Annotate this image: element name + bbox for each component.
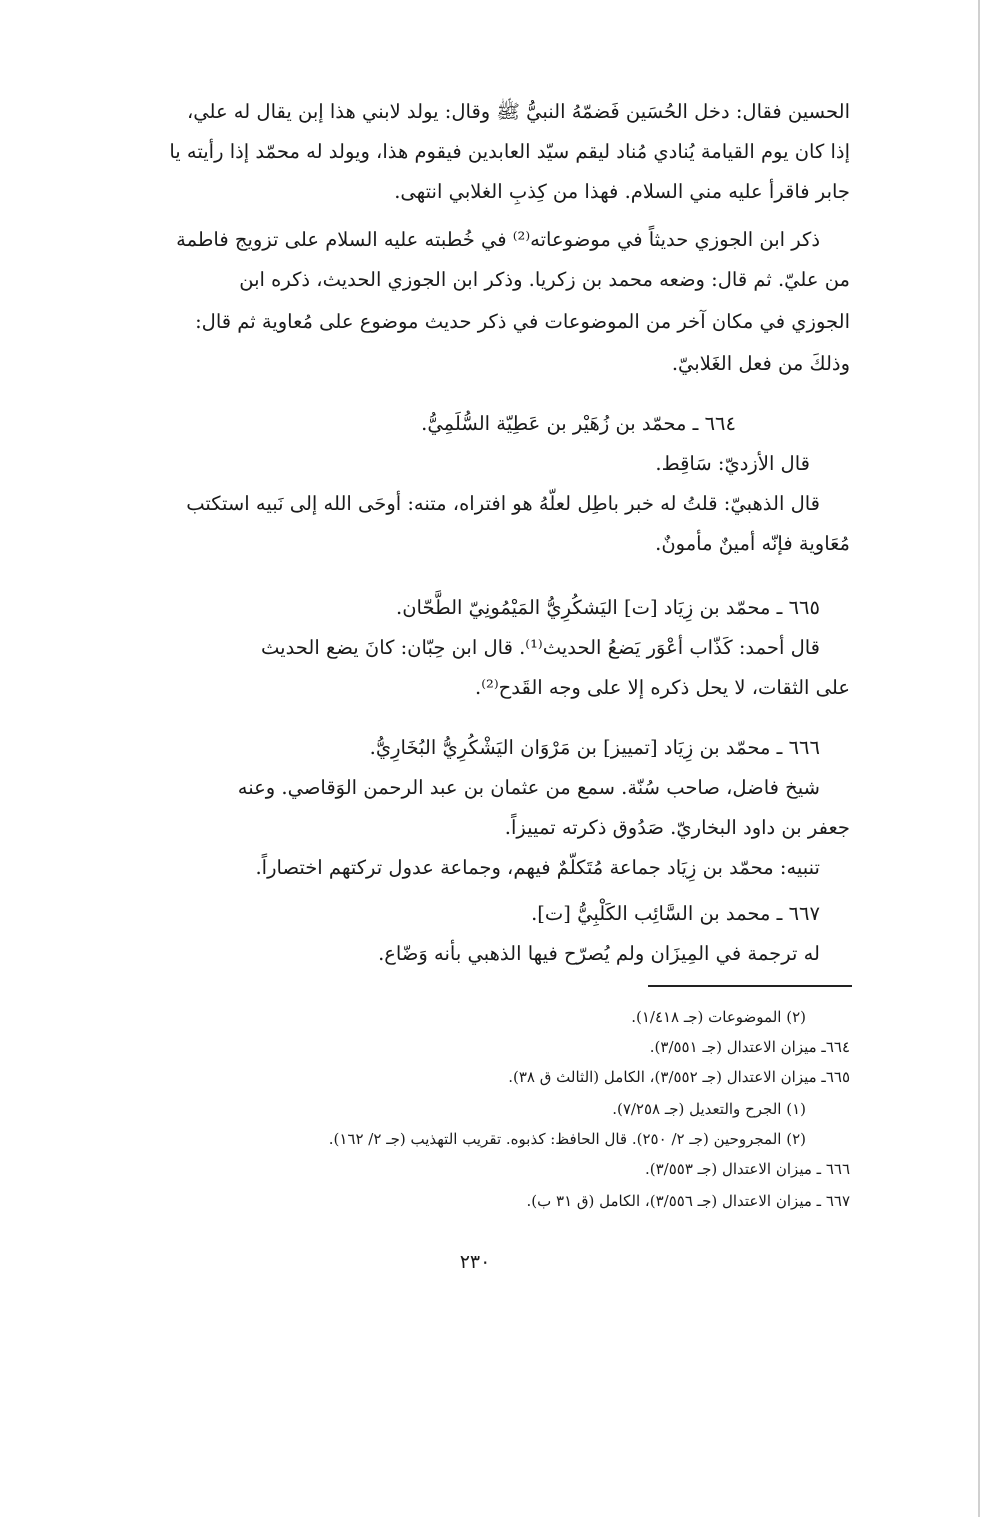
scan-edge-line xyxy=(978,0,980,1517)
text-line: قال الأزديّ: سَاقِط. xyxy=(655,452,810,475)
footnote-line: ٦٦٤ـ ميزان الاعتدال (جـ ٣/٥٥١). xyxy=(649,1038,850,1056)
footnote-line: ٦٦٧ ـ ميزان الاعتدال (جـ ٣/٥٥٦)، الكامل (ق ٣١ ب). xyxy=(526,1192,850,1210)
text-line: من عليّ. ثم قال: وضعه محمد بن زكريا. وذكر ابن الجوزي الحديث، ذكره ابن xyxy=(239,268,850,291)
text-line: قال الذهبيّ: قلتُ له خبر باطِل لعلّهُ هو افتراه، متنه: أوحَى الله إلى نَبيه استكتب xyxy=(186,492,820,515)
footnote-line: (٢) المجروحين (جـ ٢/ ٢٥٠). قال الحافظ: كذبوه. تقريب التهذيب (جـ ٢/ ١٦٢). xyxy=(328,1130,806,1148)
text-line: إذا كان يوم القيامة يُنادي مُناد ليقم سيّد العابدين فيقوم هذا، ويولد له محمّد إذا رأيته يا xyxy=(169,140,850,163)
footnote-line: ٦٦٦ ـ ميزان الاعتدال (جـ ٣/٥٥٣). xyxy=(645,1160,850,1178)
text-line: الحسين فقال: دخل الحُسَين فَضمّهُ النبيُّ ﷺ وقال: يولد لابني هذا إبن يقال له علي، xyxy=(186,100,850,123)
entry-heading-666: ٦٦٦ ـ محمّد بن زِيَاد [تمييز] بن مَرْوَان اليَشْكُرِيُّ البُخَارِيُّ. xyxy=(369,736,820,759)
text-line: جعفر بن داود البخاريّ. صَدُوق ذكرته تمييزاً. xyxy=(504,816,850,839)
text-line: وذلكَ من فعل الغَلابيّ. xyxy=(671,352,850,375)
entry-heading-665: ٦٦٥ ـ محمّد بن زِيَاد [ت] اليَشكُرِيُّ المَيْمُونِيّ الطَّحّان. xyxy=(396,596,820,619)
footnote-line: (١) الجرح والتعديل (جـ ٧/٢٥٨). xyxy=(612,1100,806,1118)
note-line: تنبيه: محمّد بن زِيَاد جماعة مُتَكلّمٌ فيهم، وجماعة عدول تركتهم اختصاراً. xyxy=(255,856,820,879)
text-line: جابر فاقرأ عليه مني السلام. فهذا من كِذبِ الغلابي انتهى. xyxy=(394,180,850,203)
entry-heading-667: ٦٦٧ ـ محمد بن السَّائِب الكَلْبِيُّ [ت]. xyxy=(531,902,820,925)
main-text xyxy=(112,92,850,972)
text-line: ذكر ابن الجوزي حديثاً في موضوعاته⁽²⁾ في خُطبته عليه السلام على تزويج فاطمة xyxy=(176,228,820,251)
text-line: له ترجمة في المِيزَان ولم يُصرّح فيها الذهبي بأنه وَضّاع. xyxy=(378,942,820,965)
text-line: شيخ فاضل، صاحب سُنّة. سمع من عثمان بن عبد الرحمن الوَقاصي. وعنه xyxy=(237,776,820,799)
text-line: على الثقات، لا يحل ذكره إلا على وجه القَدح⁽²⁾. xyxy=(475,676,850,699)
footnote-line: ٦٦٥ـ ميزان الاعتدال (جـ ٣/٥٥٢)، الكامل (الثالث ق ٣٨). xyxy=(508,1068,850,1086)
footnote-line: (٢) الموضوعات (جـ ١/٤١٨). xyxy=(631,1008,806,1026)
footnote-separator xyxy=(648,985,852,987)
text-line: الجوزي في مكان آخر من الموضوعات في ذكر حديث موضوع على مُعاوية ثم قال: xyxy=(195,310,850,333)
footnotes xyxy=(112,1002,850,1222)
entry-heading-664: ٦٦٤ ـ محمّد بن زُهَيْر بن عَطِيّة السُّلَمِيُّ. xyxy=(421,412,736,435)
page-number: ٢٣٠ xyxy=(459,1251,491,1273)
text-line: قال أحمد: كَذّاب أعْوَر يَضعُ الحديث⁽¹⁾. قال ابن حِبّان: كانَ يضع الحديث xyxy=(261,636,820,659)
text-line: مُعَاوية فإنّه أمينٌ مأمونٌ. xyxy=(655,532,850,555)
